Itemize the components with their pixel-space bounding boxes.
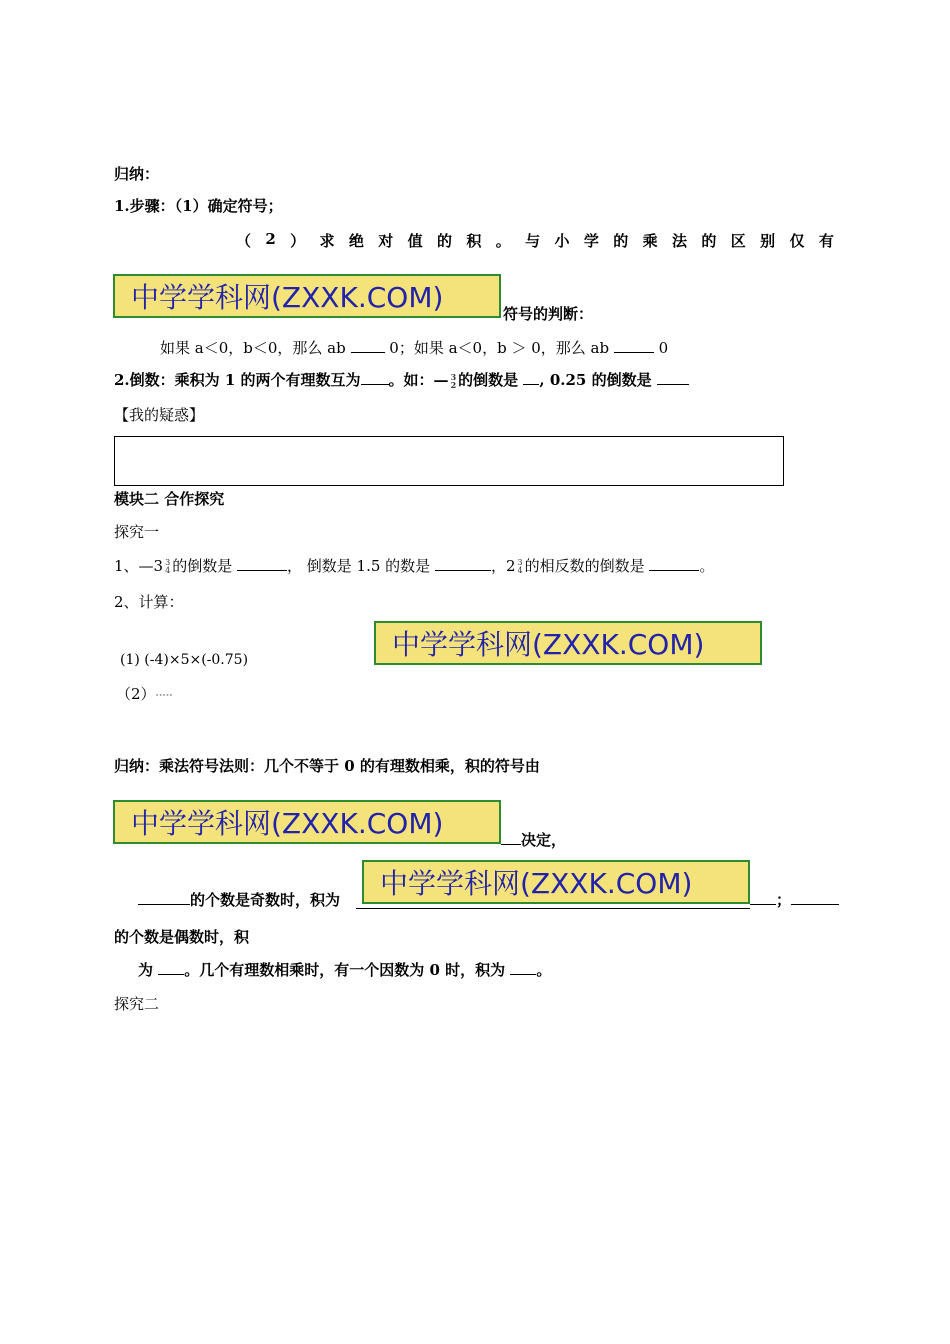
step-two-char: 的 [613, 232, 629, 250]
module-two-title: 模块二 合作探究 [114, 490, 225, 508]
step-two-char: 有 [818, 232, 834, 250]
decide-line: 决定， [501, 830, 566, 850]
blank[interactable] [138, 890, 190, 905]
sign-law-title: 归纳：乘法符号法则：几个不等于 0 的有理数相乘，积的符号由 [114, 757, 540, 775]
blank[interactable] [501, 830, 521, 845]
step-two-char: 的 [701, 232, 717, 250]
sign-rule-b: 0；如果 a＜0，b ＞ 0，那么 ab [389, 339, 610, 357]
reciprocal-d: , 0.25 的倒数是 [539, 371, 652, 389]
step-two-char: 别 [760, 232, 776, 250]
fraction: 3 4 [517, 558, 523, 575]
step-two-char: ） [290, 232, 306, 250]
watermark-banner-1: 中学学科网(ZXXK.COM) [113, 274, 501, 318]
blank[interactable] [158, 960, 184, 975]
reciprocal-c: 的倒数是 [458, 371, 519, 389]
question-two-part-one: (1) (-4)×5×(-0.75) [120, 652, 249, 668]
watermark-banner-2: 中学学科网(ZXXK.COM) [374, 621, 762, 665]
blank[interactable] [657, 370, 689, 385]
explore-two: 探究二 [114, 995, 160, 1013]
zero-line: 为 。几个有理数相乘时，有一个因数为 0 时，积为 。 [138, 961, 552, 979]
blank[interactable] [510, 960, 536, 975]
odd-line: 的个数是奇数时，积为 [138, 890, 340, 910]
blank[interactable] [435, 556, 491, 571]
blank[interactable] [614, 338, 654, 353]
explore-one: 探究一 [114, 523, 160, 541]
watermark-banner-3: 中学学科网(ZXXK.COM) [113, 800, 501, 844]
sign-rule-c: 0 [658, 339, 669, 357]
summary-title: 归纳： [114, 165, 160, 183]
step-two-char: 求 [319, 232, 335, 250]
question-two: 2、计算： [114, 593, 184, 611]
step-two-spread [236, 230, 834, 251]
step-two-char: 学 [583, 232, 599, 250]
doubt-box[interactable] [114, 436, 784, 486]
blank[interactable] [237, 556, 287, 571]
step-two-char: 的 [437, 232, 453, 250]
doubt-heading: 【我的疑惑】 [114, 406, 205, 424]
step-two-char: 仅 [789, 232, 805, 250]
step-two-char: 值 [407, 232, 423, 250]
step-two-char: 。 [495, 232, 511, 250]
sign-rule-line [160, 338, 668, 358]
formula-image-icon: ∙∙∙∙∙ [155, 691, 173, 699]
step-two-char: （ [236, 232, 252, 250]
fraction: 3 4 [165, 558, 171, 575]
blank[interactable] [361, 370, 389, 385]
question-one: 1、—3 3 4 的倒数是 ， 倒数是 1.5 的数是 ，2 3 4 的相反数的倒数是 。 [114, 557, 715, 575]
step-two-char: 乘 [642, 232, 658, 250]
step-two-char: 对 [378, 232, 394, 250]
step-two-char: 2 [265, 230, 276, 248]
blank[interactable] [649, 556, 699, 571]
step-two-char: 绝 [348, 232, 364, 250]
blank[interactable] [351, 338, 385, 353]
blank[interactable] [791, 890, 839, 905]
sign-rule-a: 如果 a＜0，b＜0，那么 ab [160, 339, 346, 357]
fraction: 3 2 [450, 372, 457, 390]
reciprocal-a: 2.倒数：乘积为 1 的两个有理数互为 [114, 371, 361, 389]
blank[interactable] [523, 370, 539, 385]
step-two-tail: 符号的判断： [503, 305, 594, 323]
step-two-char: 区 [730, 232, 746, 250]
step-one: 1.步骤：（1）确定符号； [114, 197, 283, 215]
step-two-char: 积 [466, 232, 482, 250]
even-line: 的个数是偶数时，积 [114, 928, 250, 946]
watermark-banner-4: 中学学科网(ZXXK.COM) [362, 860, 750, 904]
blank[interactable] [750, 890, 776, 905]
step-two-char: 法 [672, 232, 688, 250]
reciprocal-b: 。如：— [388, 371, 449, 389]
step-two-char: 小 [554, 232, 570, 250]
semicolon-line: ； [750, 890, 839, 910]
step-two-char: 与 [525, 232, 541, 250]
question-two-part-two: （2）∙∙∙∙∙ [116, 685, 173, 703]
reciprocal-line [114, 370, 689, 390]
